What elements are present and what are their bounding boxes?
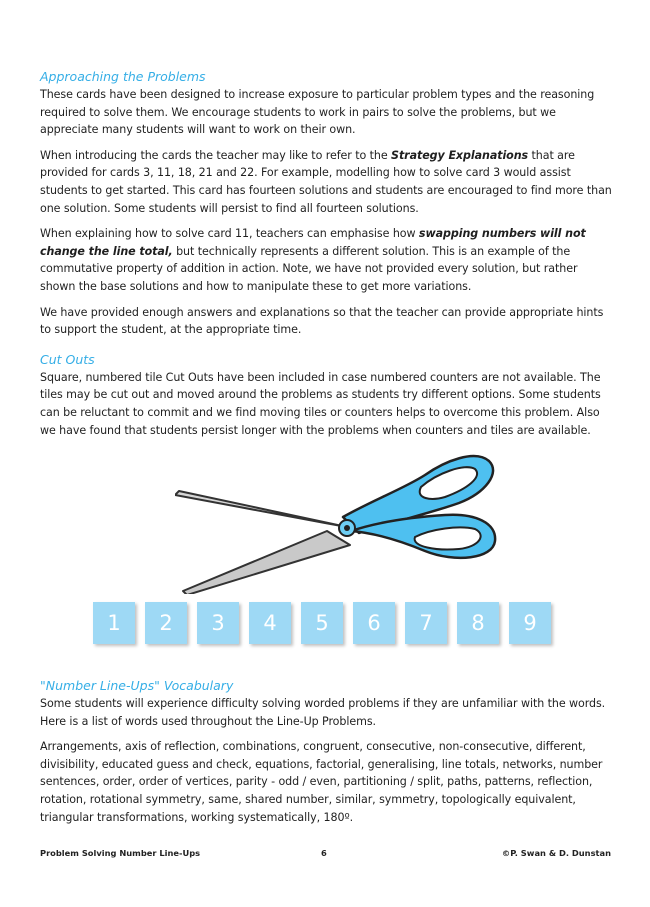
heading-cut-outs: Cut Outs xyxy=(40,351,95,367)
text-run: When introducing the cards the teacher may like to refer to the xyxy=(40,148,392,162)
number-tile: 7 xyxy=(405,602,447,644)
footer-title: Problem Solving Number Line-Ups xyxy=(40,848,201,858)
paragraph: Square, numbered tile Cut Outs have been included in case numbered counters are not available. The tiles may be cut out and moved around the problems as students try different options. Some students can be reluctant to commit and we find moving tiles or counters helps to overcome this problem. Also we have found that students persist longer with the problems when counters and tiles are available. xyxy=(40,370,601,437)
strategy-explanations-emphasis: Strategy Explanations xyxy=(391,148,529,162)
page-number: 6 xyxy=(321,848,327,858)
swapping-numbers-emphasis: swapping numbers will not change the line total, xyxy=(40,227,586,258)
heading-vocabulary: "Number Line-Ups" Vocabulary xyxy=(40,678,234,694)
paragraph: These cards have been designed to increase exposure to particular problem types and the reasoning required to solve them. We encourage students to work in pairs to solve the problems, but we appreciate many students will want to work on their own. xyxy=(40,88,595,137)
number-tile: 4 xyxy=(249,602,291,644)
number-tile: 6 xyxy=(353,602,395,644)
paragraph xyxy=(40,225,614,295)
footer-copyright: ©P. Swan & D. Dunstan xyxy=(501,848,611,858)
number-tile: 1 xyxy=(93,602,135,644)
heading-approaching: Approaching the Problems xyxy=(40,69,206,84)
page-content xyxy=(40,68,614,826)
text-run: When explaining how to solve card 11, teachers can emphasise how xyxy=(40,227,419,241)
text-run: but technically represents a different solution. This is an example of the commutative property of addition in action. Note, we have not provided every solution, but rather shown the base solutions and how to manipulate these to get more variations. xyxy=(40,244,578,293)
cut-outs-illustration xyxy=(40,439,614,677)
number-tile: 8 xyxy=(457,602,499,644)
number-tiles xyxy=(93,602,561,644)
paragraph xyxy=(40,147,614,217)
number-tile: 5 xyxy=(301,602,343,644)
paragraph: We have provided enough answers and explanations so that the teacher can provide appropriate hints to support the student, at the appropriate time. xyxy=(40,305,604,337)
number-tile: 9 xyxy=(509,602,551,644)
vocabulary-list: Arrangements, axis of reflection, combinations, congruent, consecutive, non-consecutive, different, divisibility, educated guess and check, equations, factorial, generalising, line totals, networks, number sentences, order, order of vertices, parity - odd / even, partitioning / split, paths, patterns, reflection, rotation, rotational symmetry, same, shared number, similar, symmetry, topologically equivalent, triangular transformations, working systematically, 180º. xyxy=(40,740,603,824)
scissors-icon xyxy=(175,449,505,594)
paragraph: Some students will experience difficulty solving worded problems if they are unfamiliar with the words. Here is a list of words used throughout the Line-Up Problems. xyxy=(40,697,606,728)
text-run: that are provided for cards 3, 11, 18, 21 and 22. For example, modelling how to solve card 3 would assist students to get started. This card has fourteen solutions and students are encouraged to find more than one solution. Some students will persist to find all fourteen solutions. xyxy=(40,148,612,215)
number-tile: 3 xyxy=(197,602,239,644)
number-tile: 2 xyxy=(145,602,187,644)
